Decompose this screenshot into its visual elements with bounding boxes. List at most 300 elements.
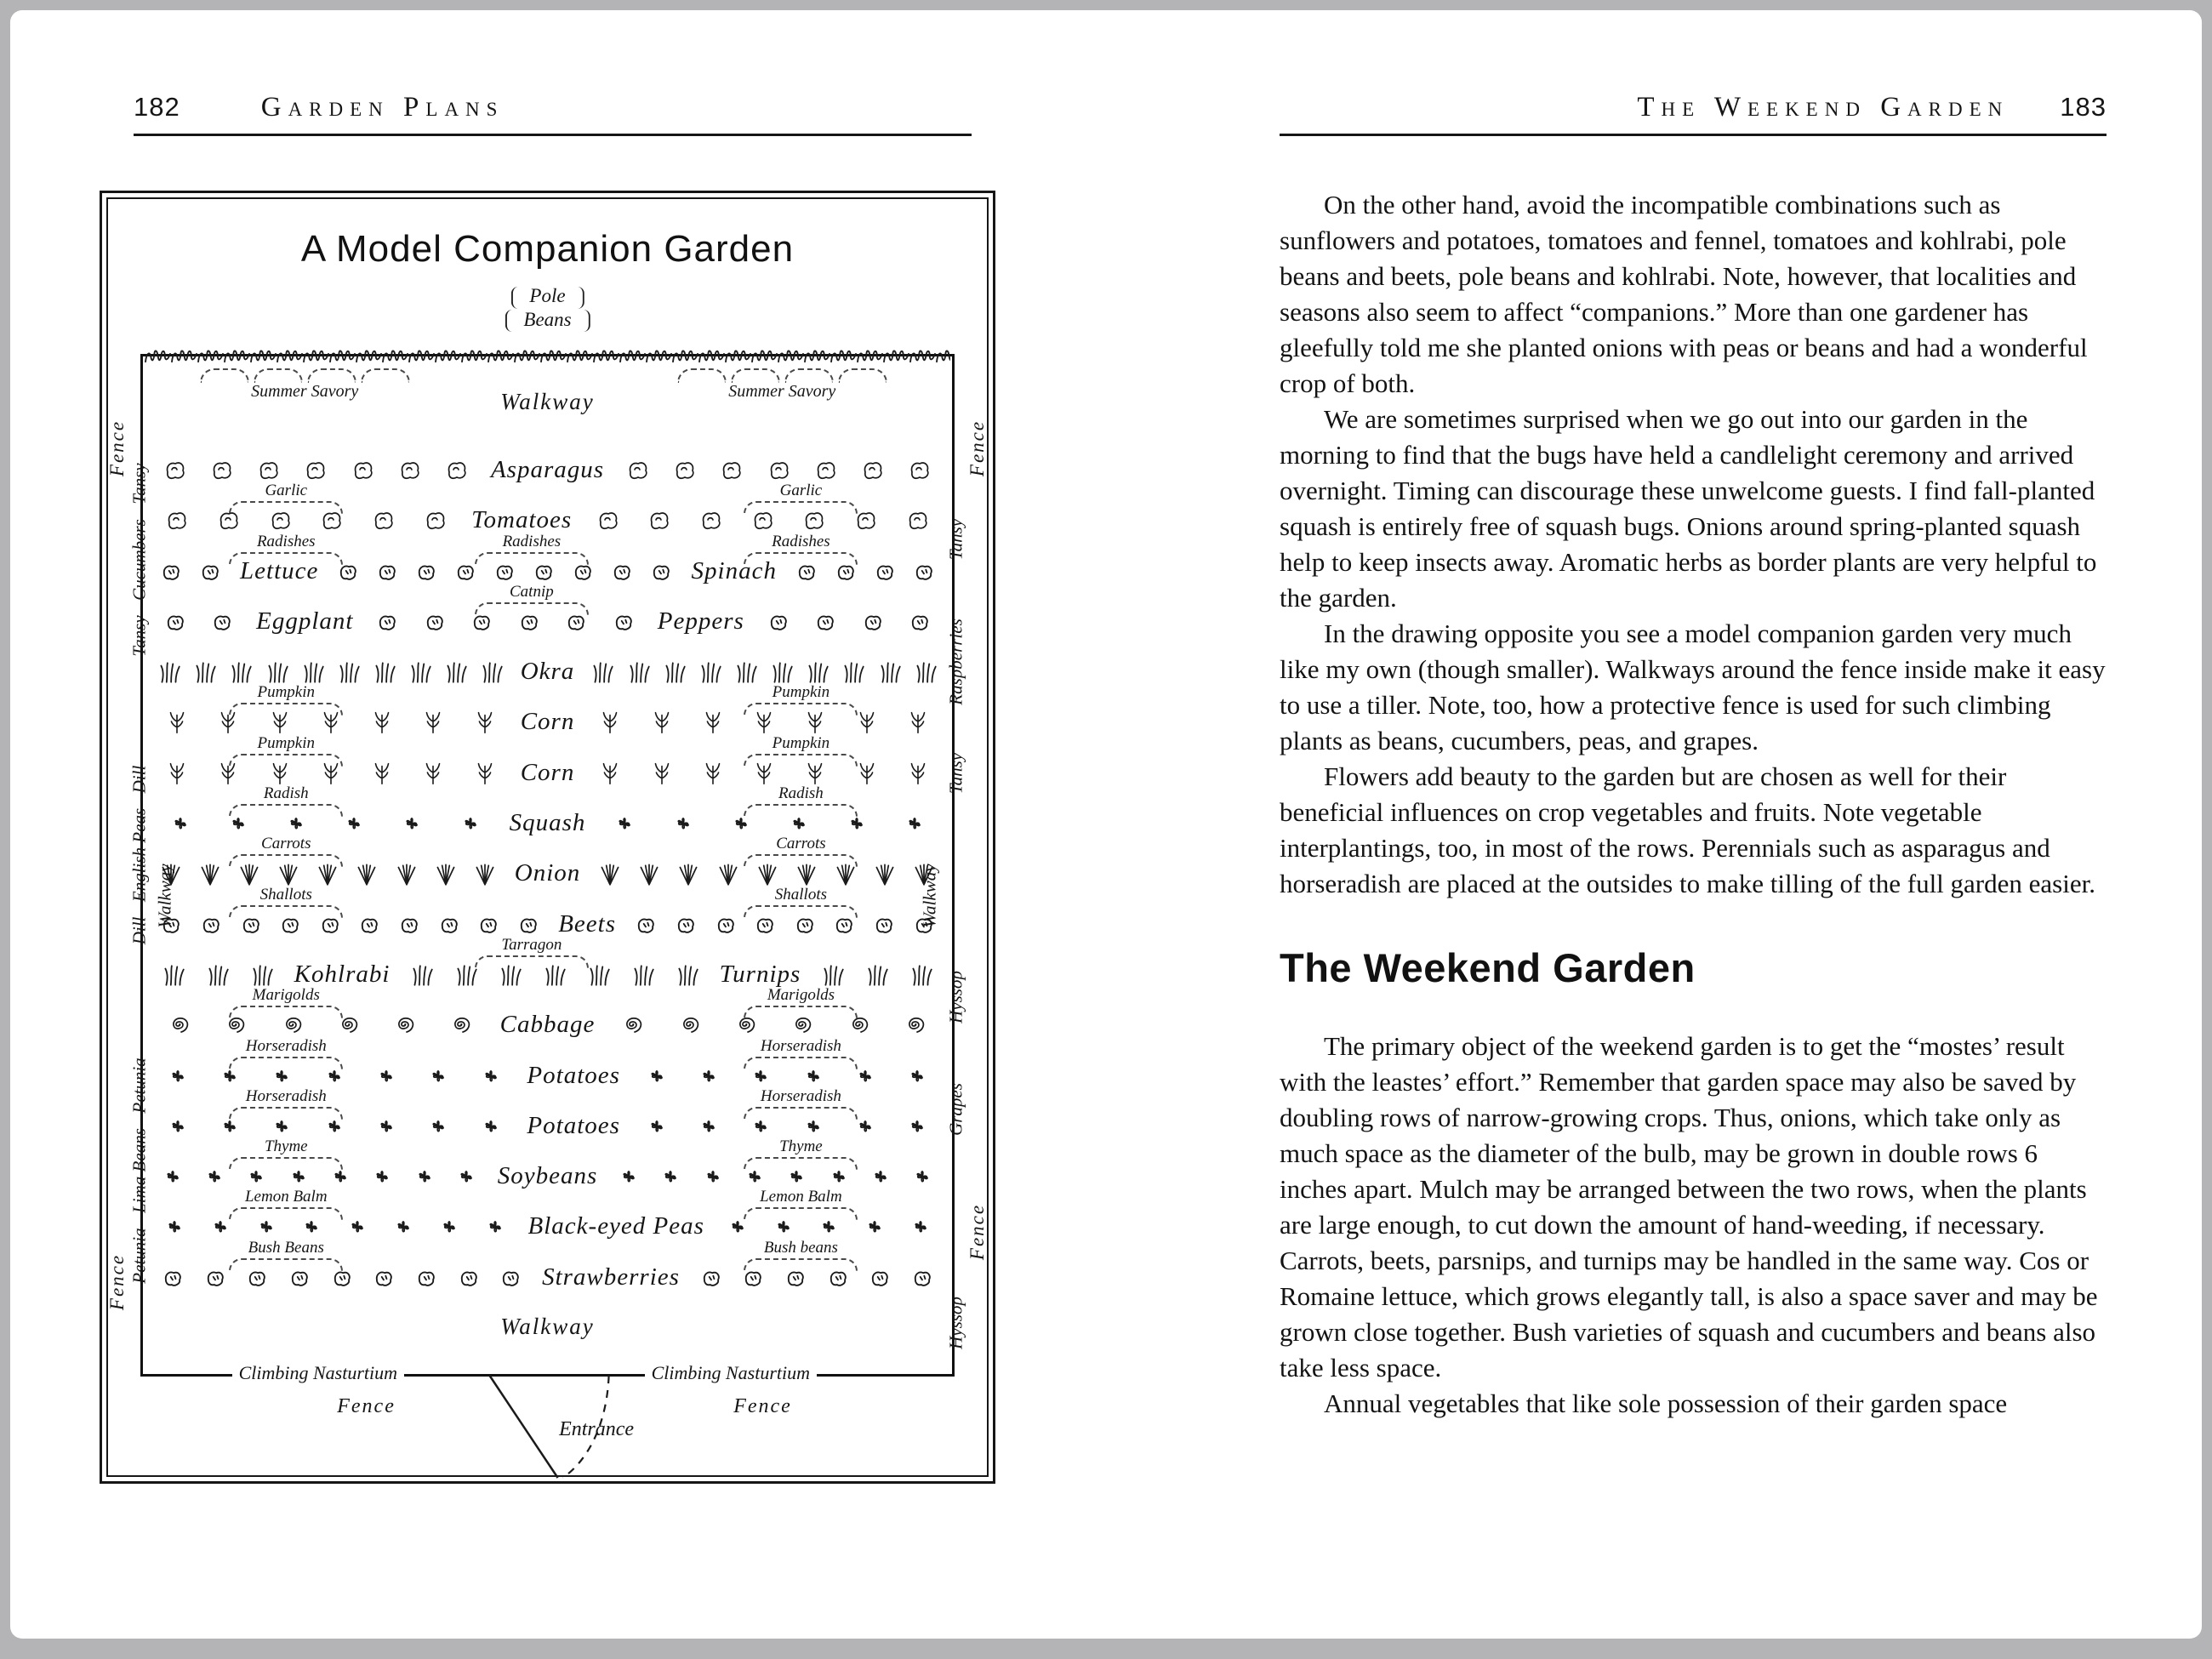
garden-row [151, 683, 944, 737]
plant-glyph-scrib [356, 345, 382, 368]
plant-glyph-scrib [778, 345, 804, 368]
companion-label: Radishes [744, 533, 858, 565]
plant-glyph-blob [303, 457, 328, 484]
fence-right-top-label: Fence [966, 419, 988, 476]
plant-glyph-ring [374, 558, 400, 585]
plant-glyph-tuft [626, 658, 652, 686]
companion-label: Thyme [744, 1137, 858, 1170]
plant-glyph-scrib [276, 345, 303, 368]
body-paragraph: In the drawing opposite you see a model companion garden very much like my own (though smaller). Walkways around the fence inside make it easy to use a tiller. Note, too, how a protective fence is used for such climbing plants as beans, cucumbers, peas, and grapes. [1280, 619, 2106, 755]
plant-glyph-ring [871, 911, 897, 938]
plant-glyph-scrib [224, 345, 250, 368]
plant-glyph-corn [649, 709, 675, 736]
fence-left-bottom-label: Fence [106, 1254, 128, 1311]
crop-label: Peppers [657, 607, 744, 635]
companion-label: Carrots [744, 835, 858, 867]
garden-row [151, 986, 944, 1040]
plant-glyph-tuft [205, 961, 231, 989]
plant-glyph-flower [165, 1113, 191, 1140]
plant-glyph-ring [516, 911, 541, 938]
plant-glyph-blob [164, 507, 190, 534]
plant-glyph-tuft [336, 658, 362, 686]
plant-glyph-fan [676, 860, 701, 887]
garden-row [151, 482, 944, 535]
plant-glyph-group [151, 911, 548, 938]
plant-glyph-ring [867, 1264, 892, 1291]
plant-glyph-flower [612, 810, 637, 837]
companion-label: Thyme [229, 1137, 343, 1170]
plant-glyph-flower [436, 1213, 462, 1240]
companion-label: Pumpkin [229, 734, 343, 767]
plant-glyph-scrib [329, 345, 356, 368]
plant-glyph-scrib [145, 345, 171, 368]
garden-row [151, 1086, 944, 1141]
plant-glyph-flower [202, 1163, 227, 1190]
plant-glyph-scrib [514, 345, 540, 368]
garden-row [151, 784, 944, 838]
plant-glyph-flower [478, 1063, 504, 1090]
companion-label: Tarragon [475, 936, 589, 968]
crop-label: Corn [520, 708, 575, 736]
plant-glyph-blob [672, 457, 698, 484]
garden-fence-box [106, 285, 988, 1440]
crop-label: Potatoes [527, 1111, 620, 1139]
plant-glyph-ring [698, 1264, 724, 1291]
garden-row [151, 636, 944, 687]
plant-glyph-ring [611, 608, 636, 636]
plant-glyph-ring [197, 558, 223, 585]
plant-glyph-corn [597, 760, 623, 787]
plant-glyph-flower [345, 1213, 370, 1240]
entrance-gate [450, 1374, 671, 1493]
crop-label: Okra [520, 658, 575, 686]
plant-glyph-blob [625, 457, 651, 484]
companion-label: Horseradish [744, 1037, 858, 1069]
plant-glyph-ring [713, 911, 738, 938]
plant-glyph-scrib [672, 345, 698, 368]
plant-glyph-fan [597, 860, 623, 887]
plant-glyph-ring [162, 608, 188, 636]
companion-label: Lemon Balm [229, 1188, 343, 1220]
companion-label: Horseradish [229, 1087, 343, 1120]
plant-glyph-flower [904, 1063, 930, 1090]
plant-glyph-scrib [857, 345, 883, 368]
plant-glyph-scrib [830, 345, 857, 368]
plant-glyph-tuft [733, 658, 759, 686]
nasturtium-left-label: Climbing Nasturtium [232, 1362, 404, 1384]
body-paragraph: Flowers add beauty to the garden but are chosen as well for their beneficial influences on crop vegetables and fruits. Note vegetable interplantings, too, in most of the rows. Perennials such as asparagus and horseradish are placed at the outsides to make tilling of the full garden easier. [1280, 761, 2095, 898]
companion-label: Radishes [229, 533, 343, 565]
plant-glyph-tuft [228, 658, 254, 686]
right-page-header [1280, 92, 2107, 136]
plant-glyph-corn [420, 760, 446, 787]
companion-label: Pumpkin [229, 683, 343, 715]
plant-glyph-flower [658, 1163, 683, 1190]
plant-glyph-group [584, 658, 944, 686]
plant-glyph-group [151, 558, 230, 585]
crop-label: Turnips [719, 960, 801, 988]
plant-glyph-ring [633, 911, 658, 938]
plant-glyph-tuft [805, 658, 830, 686]
garden-row [151, 435, 944, 485]
body-paragraph: On the other hand, avoid the incompatible combinations such as sunflowers and potatoes, tomatoes and fennel, tomatoes and kohlrabi, pole beans and beets, pole beans and kohlrabi. Note, however, that localities and seasons also seem to affect “companions.” More than one gardener has gleefully told me she planted onions with peas or beans and had a wonderful crop of both. [1280, 190, 2088, 398]
plant-glyph-corn [164, 709, 190, 736]
plant-glyph-blob [162, 457, 188, 484]
crop-label: Spinach [691, 556, 777, 584]
plant-glyph-blob [351, 457, 376, 484]
plant-glyph-spiral [677, 1012, 703, 1039]
plant-glyph-flower [412, 1163, 437, 1190]
plant-glyph-tuft [864, 961, 890, 989]
companion-label: Garlic [229, 482, 343, 514]
plant-glyph-blob [444, 457, 470, 484]
companion-label: Pumpkin [744, 734, 858, 767]
raspberries-label: Raspberries [945, 619, 966, 705]
plant-glyph-corn [700, 709, 726, 736]
plant-glyph-ring [160, 1264, 185, 1291]
plant-glyph-group [151, 608, 246, 636]
plant-glyph-flower [909, 1163, 935, 1190]
crop-label: Cabbage [499, 1011, 596, 1039]
plant-glyph-corn [649, 760, 675, 787]
plant-glyph-ring [911, 558, 937, 585]
plant-glyph-tuft [590, 658, 615, 686]
garden-row [151, 1137, 944, 1191]
crop-label: Soybeans [497, 1162, 598, 1190]
plant-glyph-tuft [675, 961, 700, 989]
plant-glyph-flower [165, 1063, 191, 1090]
plant-glyph-tuft [630, 961, 656, 989]
tansy-right-bottom-label: Tansy [945, 753, 966, 795]
plant-glyph-tuft [161, 961, 186, 989]
plant-glyph-blob [596, 507, 621, 534]
plant-glyph-ring [158, 558, 184, 585]
companion-label: Pumpkin [744, 683, 858, 715]
garden-row [151, 582, 944, 636]
plant-glyph-fan [872, 860, 898, 887]
plant-glyph-flower [369, 1163, 395, 1190]
plant-glyph-group [151, 961, 284, 989]
companion-label: Radish [229, 784, 343, 817]
plant-glyph-fan [394, 860, 419, 887]
plant-glyph-scrib [619, 345, 646, 368]
companion-label: Radish [744, 784, 858, 817]
walkway-right-label: Walkway [919, 864, 940, 928]
plant-glyph-flower [341, 810, 367, 837]
plant-glyph-spiral [167, 1012, 192, 1039]
plant-glyph-tuft [372, 658, 397, 686]
walkway-top-label: Walkway [500, 389, 595, 414]
hyssop-bottom-label: Hyssop [945, 1297, 966, 1350]
plant-glyph-fan [433, 860, 459, 887]
plant-glyph-blob [371, 507, 396, 534]
left-climbers-top-label: Tansy - Cucumbers - Tansy [128, 463, 150, 657]
plant-glyph-scrib [540, 345, 567, 368]
plant-glyph-flower [458, 810, 483, 837]
plant-glyph-group [614, 457, 944, 484]
fence-bottom-left-label: Fence [337, 1395, 396, 1417]
companion-label: Marigolds [229, 986, 343, 1018]
plant-glyph-ring [860, 608, 886, 636]
plant-glyph-scrib [435, 345, 461, 368]
plant-glyph-corn [369, 760, 395, 787]
plant-glyph-flower [904, 1113, 930, 1140]
crop-label: Tomatoes [471, 506, 573, 534]
plant-glyph-scrib [725, 345, 751, 368]
plant-glyph-ring [374, 608, 400, 636]
plant-glyph-blob [813, 457, 839, 484]
entrance-label: Entrance [559, 1418, 635, 1440]
plant-glyph-tuft [192, 658, 218, 686]
plant-glyph-flower [453, 1163, 479, 1190]
plant-glyph-ring [202, 1264, 228, 1291]
right-running-title: The Weekend Garden [1637, 92, 2010, 123]
companion-label: Lemon Balm [744, 1188, 858, 1220]
fence-bottom-right-label: Fence [733, 1395, 792, 1417]
plant-glyph-blob [907, 457, 932, 484]
plant-glyph-flower [160, 1163, 185, 1190]
plant-glyph-fan [354, 860, 379, 887]
plant-glyph-tuft [265, 658, 290, 686]
crop-label: Strawberries [542, 1263, 680, 1291]
plant-glyph-ring [907, 608, 932, 636]
plant-glyph-corn [597, 709, 623, 736]
plant-glyph-blob [209, 457, 235, 484]
section-heading: The Weekend Garden [1280, 945, 1696, 990]
companion-label: Carrots [229, 835, 343, 867]
garden-row [151, 1036, 944, 1091]
grapes-label: Grapes [945, 1083, 966, 1136]
plant-glyph-flower [644, 1113, 670, 1140]
garden-row [151, 1188, 944, 1241]
plant-glyph-corn [905, 760, 931, 787]
plant-glyph-ring [456, 1264, 482, 1291]
plant-glyph-tuft [300, 658, 326, 686]
plant-glyph-blob [767, 457, 792, 484]
companion-label: Catnip [475, 583, 589, 615]
garden-row [151, 532, 944, 586]
plant-glyph-scrib [487, 345, 514, 368]
plant-glyph-group [151, 457, 481, 484]
plant-glyph-group [811, 961, 944, 989]
plant-glyph-scrib [804, 345, 830, 368]
plant-glyph-tuft [249, 961, 275, 989]
companion-label: Shallots [229, 886, 343, 918]
plant-glyph-tuft [662, 658, 687, 686]
nasturtium-right-label: Climbing Nasturtium [645, 1362, 817, 1384]
left-climbers-bottom-label: Petunia - Lima Beans - Petunia [128, 1058, 150, 1284]
top-walkway-band [143, 368, 952, 423]
plant-glyph-corn [164, 760, 190, 787]
plant-glyph-flower [168, 810, 193, 837]
companion-label: Marigolds [744, 986, 858, 1018]
crop-label: Onion [514, 859, 581, 887]
plant-glyph-flower [868, 1163, 893, 1190]
companion-label: Horseradish [744, 1087, 858, 1120]
plant-glyph-ring [413, 558, 439, 585]
garden-row [151, 885, 944, 939]
garden-rows [151, 435, 944, 1292]
plant-glyph-group [755, 608, 944, 636]
plant-glyph-blob [423, 507, 448, 534]
plant-glyph-corn [905, 709, 931, 736]
plant-glyph-flower [670, 810, 696, 837]
right-page-body [1280, 187, 2109, 1422]
plant-glyph-fan [197, 860, 223, 887]
plant-glyph-ring [872, 558, 898, 585]
summer-savory-left: Summer Savory [184, 368, 426, 402]
plant-glyph-scrib [751, 345, 778, 368]
plant-glyph-scrib [646, 345, 672, 368]
plant-glyph-tuft [586, 961, 612, 989]
plant-glyph-scrib [408, 345, 435, 368]
crop-label: Lettuce [240, 556, 319, 584]
plant-glyph-flower [162, 1213, 187, 1240]
plant-glyph-flower [425, 1063, 451, 1090]
plant-glyph-spiral [903, 1012, 928, 1039]
plant-glyph-flower [700, 1163, 726, 1190]
crop-label: Beets [558, 909, 617, 938]
plant-glyph-flower [373, 1113, 399, 1140]
plant-glyph-ring [609, 558, 635, 585]
plant-glyph-ring [648, 558, 674, 585]
fence-scribble [145, 345, 950, 368]
plant-glyph-scrib [567, 345, 593, 368]
plant-glyph-fan [472, 860, 498, 887]
tansy-right-top-label: Tansy [945, 519, 966, 561]
left-page-header [134, 92, 972, 136]
garden-row [151, 935, 944, 989]
plant-glyph-tuft [841, 658, 866, 686]
plant-glyph-ring [198, 911, 224, 938]
plant-glyph-scrib [197, 345, 224, 368]
left-running-title: Garden Plans [260, 92, 505, 123]
plant-glyph-corn [420, 709, 446, 736]
plant-glyph-tuft [479, 658, 505, 686]
plant-glyph-flower [862, 1213, 887, 1240]
plant-glyph-scrib [883, 345, 909, 368]
right-page-number: 183 [2060, 92, 2107, 122]
plant-glyph-scrib [936, 345, 950, 368]
crop-label: Squash [509, 809, 586, 837]
plant-glyph-scrib [171, 345, 197, 368]
garden-row [151, 835, 944, 888]
plant-glyph-fan [715, 860, 741, 887]
garden-row [151, 733, 944, 788]
companion-label: Shallots [744, 886, 858, 918]
plant-glyph-scrib [698, 345, 725, 368]
plant-glyph-flower [902, 810, 927, 837]
plant-glyph-tuft [877, 658, 903, 686]
walkway-bottom-label: Walkway [500, 1314, 595, 1339]
plant-glyph-flower [644, 1063, 670, 1090]
plant-glyph-flower [482, 1213, 508, 1240]
plant-glyph-ring [209, 608, 235, 636]
diagram-frame-inner [106, 197, 989, 1477]
plant-glyph-ring [476, 911, 501, 938]
plant-glyph-group [151, 658, 510, 686]
plant-glyph-scrib [909, 345, 936, 368]
plant-glyph-corn [472, 709, 498, 736]
plant-glyph-scrib [593, 345, 619, 368]
plant-glyph-tuft [157, 658, 182, 686]
plant-glyph-ring [498, 1264, 523, 1291]
garden-row [151, 1238, 944, 1292]
crop-label: Kohlrabi [294, 960, 391, 988]
plant-glyph-flower [399, 810, 425, 837]
diagram-frame [100, 191, 995, 1484]
plant-glyph-tuft [409, 961, 435, 989]
plant-glyph-blob [397, 457, 423, 484]
plant-glyph-tuft [443, 658, 469, 686]
plant-glyph-ring [422, 608, 448, 636]
plant-glyph-scrib [382, 345, 408, 368]
diagram-title: A Model Companion Garden [300, 228, 795, 270]
body-paragraph: The primary object of the weekend garden is to get the “mostes’ result with the leastes’ effort.” Remember that garden space may also be saved by doubling rows of narrow-growing crops. Thus, onions, which take only as much space as the diameter of the bulb, may be grown in double rows 6 inches apart. Mulch may be arranged between the two rows, when the plants are large enough, to cut down the amount of hand-weeding, if necessary. Carrots, beets, parsnips, and turnips may be handled in the same way. Cos or Romaine lettuce, which grows elegantly tall, is also a space saver and may be grown close together. Bush varieties of squash and cucumbers and beans also take less space. [1280, 1031, 2098, 1382]
plant-glyph-ring [766, 608, 791, 636]
companion-label: Garlic [744, 482, 858, 514]
left-climbers-mid-label: Dill - English Peas - Dill [128, 765, 150, 945]
plant-glyph-blob [698, 507, 724, 534]
summer-savory-right: Summer Savory [661, 368, 904, 402]
plant-glyph-flower [478, 1113, 504, 1140]
plant-glyph-spiral [620, 1012, 646, 1039]
walkway-left-label: Walkway [154, 864, 175, 928]
companion-label: Bush Beans [229, 1239, 343, 1271]
fence-left-top-label: Fence [106, 419, 128, 476]
crop-label: Asparagus [490, 456, 605, 483]
body-paragraph: Annual vegetables that like sole possession of their garden space [1324, 1388, 2008, 1418]
hyssop-mid-label: Hyssop [945, 971, 966, 1024]
book-spread-page [10, 10, 2202, 1639]
plant-glyph-blob [647, 507, 672, 534]
plant-glyph-fan [636, 860, 662, 887]
pole-beans-label: Pole Beans [499, 285, 595, 332]
crop-label: Black-eyed Peas [527, 1212, 704, 1240]
plant-glyph-flower [696, 1113, 721, 1140]
plant-glyph-ring [673, 911, 698, 938]
plant-glyph-blob [860, 457, 886, 484]
companion-label: Radishes [475, 533, 589, 565]
plant-glyph-tuft [408, 658, 433, 686]
plant-glyph-ring [371, 1264, 396, 1291]
crop-label: Corn [520, 758, 575, 786]
plant-glyph-tuft [820, 961, 846, 989]
plant-glyph-tuft [909, 961, 934, 989]
companion-label: Horseradish [229, 1037, 343, 1069]
plant-glyph-flower [908, 1213, 933, 1240]
plant-glyph-ring [812, 608, 838, 636]
plant-glyph-tuft [913, 658, 938, 686]
crop-label: Potatoes [527, 1061, 620, 1089]
plant-glyph-ring [909, 1264, 935, 1291]
companion-label: Bush beans [744, 1239, 858, 1271]
plant-glyph-flower [373, 1063, 399, 1090]
plant-glyph-scrib [303, 345, 329, 368]
plant-glyph-flower [391, 1213, 416, 1240]
plant-glyph-scrib [250, 345, 276, 368]
plant-glyph-ring [396, 911, 422, 938]
plant-glyph-blob [905, 507, 931, 534]
left-page-number: 182 [134, 92, 180, 122]
crop-label: Eggplant [256, 607, 354, 635]
plant-glyph-blob [256, 457, 282, 484]
plant-glyph-corn [369, 709, 395, 736]
plant-glyph-flower [616, 1163, 641, 1190]
plant-glyph-flower [696, 1063, 721, 1090]
plant-glyph-spiral [448, 1012, 474, 1039]
fence-right-bottom-label: Fence [966, 1203, 988, 1260]
